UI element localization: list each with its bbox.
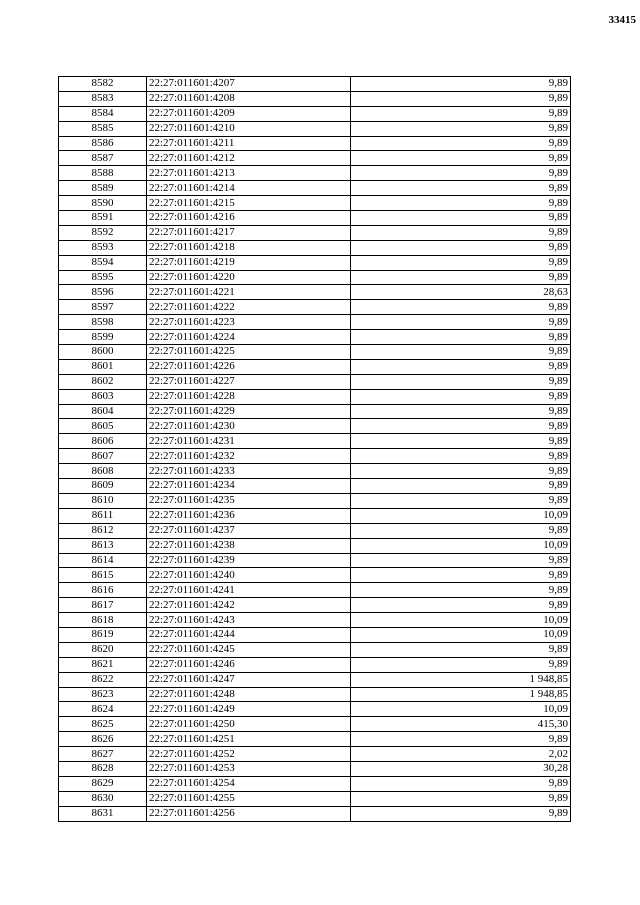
row-number: 8601 <box>59 359 147 374</box>
table-row <box>59 151 571 166</box>
registry-table-body <box>59 77 571 822</box>
row-number: 8611 <box>59 508 147 523</box>
area-value: 9,89 <box>351 732 571 747</box>
cadastral-number: 22:27:011601:4246 <box>147 657 351 672</box>
area-value: 9,89 <box>351 166 571 181</box>
table-row <box>59 761 571 776</box>
table-row <box>59 211 571 226</box>
area-value: 1 948,85 <box>351 687 571 702</box>
area-value: 9,89 <box>351 136 571 151</box>
cadastral-number: 22:27:011601:4242 <box>147 598 351 613</box>
area-value: 9,89 <box>351 642 571 657</box>
area-value: 9,89 <box>351 806 571 821</box>
row-number: 8619 <box>59 627 147 642</box>
cadastral-number: 22:27:011601:4211 <box>147 136 351 151</box>
row-number: 8585 <box>59 121 147 136</box>
table-row <box>59 166 571 181</box>
table-row <box>59 181 571 196</box>
cadastral-number: 22:27:011601:4226 <box>147 359 351 374</box>
table-row <box>59 255 571 270</box>
row-number: 8597 <box>59 300 147 315</box>
table-row <box>59 523 571 538</box>
row-number: 8589 <box>59 181 147 196</box>
cadastral-number: 22:27:011601:4231 <box>147 434 351 449</box>
table-row <box>59 404 571 419</box>
cadastral-number: 22:27:011601:4213 <box>147 166 351 181</box>
cadastral-number: 22:27:011601:4237 <box>147 523 351 538</box>
area-value: 10,09 <box>351 613 571 628</box>
cadastral-number: 22:27:011601:4215 <box>147 196 351 211</box>
table-row <box>59 434 571 449</box>
cadastral-number: 22:27:011601:4227 <box>147 374 351 389</box>
area-value: 9,89 <box>351 583 571 598</box>
table-row <box>59 419 571 434</box>
row-number: 8628 <box>59 761 147 776</box>
row-number: 8582 <box>59 77 147 92</box>
table-row <box>59 553 571 568</box>
table-row <box>59 330 571 345</box>
table-row <box>59 717 571 732</box>
row-number: 8615 <box>59 568 147 583</box>
cadastral-number: 22:27:011601:4251 <box>147 732 351 747</box>
cadastral-number: 22:27:011601:4219 <box>147 255 351 270</box>
table-row <box>59 196 571 211</box>
area-value: 9,89 <box>351 211 571 226</box>
table-row <box>59 687 571 702</box>
table-row <box>59 702 571 717</box>
row-number: 8624 <box>59 702 147 717</box>
cadastral-number: 22:27:011601:4233 <box>147 464 351 479</box>
table-row <box>59 449 571 464</box>
row-number: 8612 <box>59 523 147 538</box>
cadastral-number: 22:27:011601:4248 <box>147 687 351 702</box>
row-number: 8590 <box>59 196 147 211</box>
row-number: 8584 <box>59 106 147 121</box>
area-value: 9,89 <box>351 359 571 374</box>
cadastral-number: 22:27:011601:4209 <box>147 106 351 121</box>
area-value: 1 948,85 <box>351 672 571 687</box>
area-value: 9,89 <box>351 240 571 255</box>
table-row <box>59 568 571 583</box>
row-number: 8588 <box>59 166 147 181</box>
area-value: 415,30 <box>351 717 571 732</box>
row-number: 8583 <box>59 91 147 106</box>
table-row <box>59 613 571 628</box>
area-value: 9,89 <box>351 255 571 270</box>
table-row <box>59 583 571 598</box>
table-row <box>59 374 571 389</box>
cadastral-number: 22:27:011601:4253 <box>147 761 351 776</box>
table-row <box>59 538 571 553</box>
table-row <box>59 106 571 121</box>
row-number: 8603 <box>59 389 147 404</box>
cadastral-number: 22:27:011601:4245 <box>147 642 351 657</box>
area-value: 9,89 <box>351 225 571 240</box>
area-value: 10,09 <box>351 702 571 717</box>
table-row <box>59 315 571 330</box>
table-row <box>59 121 571 136</box>
cadastral-number: 22:27:011601:4252 <box>147 747 351 762</box>
area-value: 9,89 <box>351 404 571 419</box>
row-number: 8625 <box>59 717 147 732</box>
table-row <box>59 359 571 374</box>
area-value: 9,89 <box>351 419 571 434</box>
table-row <box>59 598 571 613</box>
table-row <box>59 479 571 494</box>
cadastral-number: 22:27:011601:4238 <box>147 538 351 553</box>
area-value: 10,09 <box>351 538 571 553</box>
row-number: 8586 <box>59 136 147 151</box>
cadastral-number: 22:27:011601:4212 <box>147 151 351 166</box>
area-value: 9,89 <box>351 91 571 106</box>
row-number: 8627 <box>59 747 147 762</box>
cadastral-number: 22:27:011601:4223 <box>147 315 351 330</box>
cadastral-number: 22:27:011601:4249 <box>147 702 351 717</box>
cadastral-number: 22:27:011601:4243 <box>147 613 351 628</box>
area-value: 10,09 <box>351 508 571 523</box>
cadastral-number: 22:27:011601:4235 <box>147 493 351 508</box>
cadastral-number: 22:27:011601:4240 <box>147 568 351 583</box>
area-value: 28,63 <box>351 285 571 300</box>
row-number: 8629 <box>59 776 147 791</box>
cadastral-number: 22:27:011601:4236 <box>147 508 351 523</box>
area-value: 9,89 <box>351 479 571 494</box>
table-row <box>59 672 571 687</box>
table-row <box>59 270 571 285</box>
area-value: 9,89 <box>351 181 571 196</box>
row-number: 8598 <box>59 315 147 330</box>
row-number: 8596 <box>59 285 147 300</box>
table-row <box>59 91 571 106</box>
row-number: 8617 <box>59 598 147 613</box>
row-number: 8613 <box>59 538 147 553</box>
cadastral-number: 22:27:011601:4207 <box>147 77 351 92</box>
cadastral-number: 22:27:011601:4239 <box>147 553 351 568</box>
cadastral-number: 22:27:011601:4229 <box>147 404 351 419</box>
cadastral-number: 22:27:011601:4256 <box>147 806 351 821</box>
cadastral-number: 22:27:011601:4230 <box>147 419 351 434</box>
area-value: 9,89 <box>351 449 571 464</box>
cadastral-number: 22:27:011601:4214 <box>147 181 351 196</box>
area-value: 9,89 <box>351 493 571 508</box>
cadastral-number: 22:27:011601:4225 <box>147 345 351 360</box>
area-value: 9,89 <box>351 121 571 136</box>
row-number: 8621 <box>59 657 147 672</box>
row-number: 8609 <box>59 479 147 494</box>
row-number: 8591 <box>59 211 147 226</box>
row-number: 8594 <box>59 255 147 270</box>
row-number: 8604 <box>59 404 147 419</box>
area-value: 9,89 <box>351 523 571 538</box>
row-number: 8608 <box>59 464 147 479</box>
row-number: 8600 <box>59 345 147 360</box>
area-value: 9,89 <box>351 598 571 613</box>
table-row <box>59 508 571 523</box>
row-number: 8620 <box>59 642 147 657</box>
area-value: 9,89 <box>351 374 571 389</box>
table-row <box>59 389 571 404</box>
area-value: 9,89 <box>351 553 571 568</box>
area-value: 9,89 <box>351 330 571 345</box>
area-value: 9,89 <box>351 776 571 791</box>
table-row <box>59 464 571 479</box>
cadastral-number: 22:27:011601:4254 <box>147 776 351 791</box>
row-number: 8599 <box>59 330 147 345</box>
table-row <box>59 300 571 315</box>
area-value: 9,89 <box>351 568 571 583</box>
row-number: 8610 <box>59 493 147 508</box>
area-value: 9,89 <box>351 106 571 121</box>
table-row <box>59 642 571 657</box>
table-row <box>59 791 571 806</box>
cadastral-number: 22:27:011601:4210 <box>147 121 351 136</box>
table-row <box>59 225 571 240</box>
area-value: 9,89 <box>351 434 571 449</box>
cadastral-number: 22:27:011601:4218 <box>147 240 351 255</box>
cadastral-number: 22:27:011601:4250 <box>147 717 351 732</box>
area-value: 9,89 <box>351 151 571 166</box>
row-number: 8618 <box>59 613 147 628</box>
area-value: 9,89 <box>351 791 571 806</box>
cadastral-number: 22:27:011601:4216 <box>147 211 351 226</box>
cadastral-number: 22:27:011601:4247 <box>147 672 351 687</box>
table-row <box>59 806 571 821</box>
row-number: 8606 <box>59 434 147 449</box>
area-value: 9,89 <box>351 300 571 315</box>
area-value: 9,89 <box>351 464 571 479</box>
table-row <box>59 776 571 791</box>
row-number: 8630 <box>59 791 147 806</box>
row-number: 8616 <box>59 583 147 598</box>
cadastral-number: 22:27:011601:4217 <box>147 225 351 240</box>
table-row <box>59 747 571 762</box>
row-number: 8622 <box>59 672 147 687</box>
area-value: 9,89 <box>351 657 571 672</box>
registry-table <box>58 76 571 822</box>
row-number: 8593 <box>59 240 147 255</box>
cadastral-number: 22:27:011601:4208 <box>147 91 351 106</box>
cadastral-number: 22:27:011601:4241 <box>147 583 351 598</box>
row-number: 8631 <box>59 806 147 821</box>
cadastral-number: 22:27:011601:4224 <box>147 330 351 345</box>
table-row <box>59 240 571 255</box>
cadastral-number: 22:27:011601:4234 <box>147 479 351 494</box>
cadastral-number: 22:27:011601:4255 <box>147 791 351 806</box>
table-row <box>59 345 571 360</box>
table-row <box>59 493 571 508</box>
area-value: 9,89 <box>351 389 571 404</box>
area-value: 9,89 <box>351 270 571 285</box>
cadastral-number: 22:27:011601:4244 <box>147 627 351 642</box>
row-number: 8623 <box>59 687 147 702</box>
table-row <box>59 77 571 92</box>
area-value: 2,02 <box>351 747 571 762</box>
row-number: 8595 <box>59 270 147 285</box>
table-row <box>59 136 571 151</box>
table-row <box>59 285 571 300</box>
row-number: 8587 <box>59 151 147 166</box>
cadastral-number: 22:27:011601:4221 <box>147 285 351 300</box>
row-number: 8605 <box>59 419 147 434</box>
row-number: 8602 <box>59 374 147 389</box>
area-value: 9,89 <box>351 77 571 92</box>
cadastral-number: 22:27:011601:4228 <box>147 389 351 404</box>
area-value: 30,28 <box>351 761 571 776</box>
area-value: 10,09 <box>351 627 571 642</box>
table-row <box>59 627 571 642</box>
table-row <box>59 732 571 747</box>
row-number: 8592 <box>59 225 147 240</box>
cadastral-number: 22:27:011601:4220 <box>147 270 351 285</box>
area-value: 9,89 <box>351 196 571 211</box>
cadastral-number: 22:27:011601:4232 <box>147 449 351 464</box>
table-row <box>59 657 571 672</box>
row-number: 8614 <box>59 553 147 568</box>
cadastral-number: 22:27:011601:4222 <box>147 300 351 315</box>
area-value: 9,89 <box>351 315 571 330</box>
row-number: 8626 <box>59 732 147 747</box>
row-number: 8607 <box>59 449 147 464</box>
area-value: 9,89 <box>351 345 571 360</box>
page-number: 33415 <box>608 14 636 26</box>
